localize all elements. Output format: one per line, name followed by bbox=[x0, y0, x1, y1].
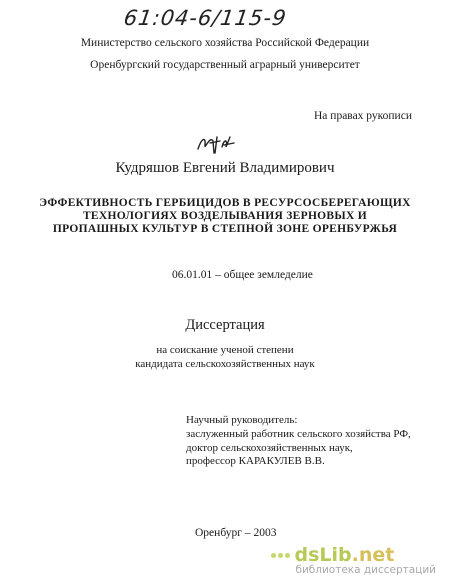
university-header: Оренбургский государственный аграрный университет bbox=[90, 59, 360, 71]
author-signature bbox=[196, 133, 236, 162]
supervisor-degree: доктор сельскохозяйственных наук, bbox=[186, 442, 353, 454]
dissertation-title-line-2: ТЕХНОЛОГИЯХ ВОЗДЕЛЫВАНИЯ ЗЕРНОВЫХ И bbox=[82, 210, 368, 222]
watermark-brand-main: dsLib bbox=[294, 544, 352, 566]
watermark-brand bbox=[294, 544, 394, 566]
degree-line-1: на соискание ученой степени bbox=[156, 344, 294, 356]
manuscript-rights-label: На правах рукописи bbox=[314, 110, 412, 122]
watermark-dots-icon bbox=[271, 553, 290, 558]
dissertation-title-line-3: ПРОПАШНЫХ КУЛЬТУР В СТЕПНОЙ ЗОНЕ ОРЕНБУРЖЬЯ bbox=[52, 223, 398, 235]
specialty-code: 06.01.01 – общее земледелие bbox=[172, 269, 313, 281]
supervisor-name: профессор КАРАКУЛЕВ В.В. bbox=[186, 455, 325, 467]
supervisor-title: заслуженный работник сельского хозяйства РФ, bbox=[186, 428, 411, 440]
watermark-tagline: библиотека диссертаций bbox=[295, 564, 436, 576]
ministry-header: Министерство сельского хозяйства Российской Федерации bbox=[80, 37, 370, 49]
degree-line-2: кандидата сельскохозяйственных наук bbox=[135, 358, 315, 370]
author-name: Кудряшов Евгений Владимирович bbox=[115, 160, 335, 176]
document-type: Диссертация bbox=[185, 317, 265, 333]
archive-number-handwritten: 61:04-6/115-9 bbox=[122, 6, 289, 30]
city-year: Оренбург – 2003 bbox=[195, 527, 277, 539]
supervisor-heading: Научный руководитель: bbox=[186, 414, 298, 426]
watermark-brand-tld: .net bbox=[351, 544, 395, 566]
dslib-watermark[interactable] bbox=[271, 544, 436, 576]
dissertation-title-line-1: ЭФФЕКТИВНОСТЬ ГЕРБИЦИДОВ В РЕСУРСОСБЕРЕГАЮЩИХ bbox=[39, 197, 411, 209]
